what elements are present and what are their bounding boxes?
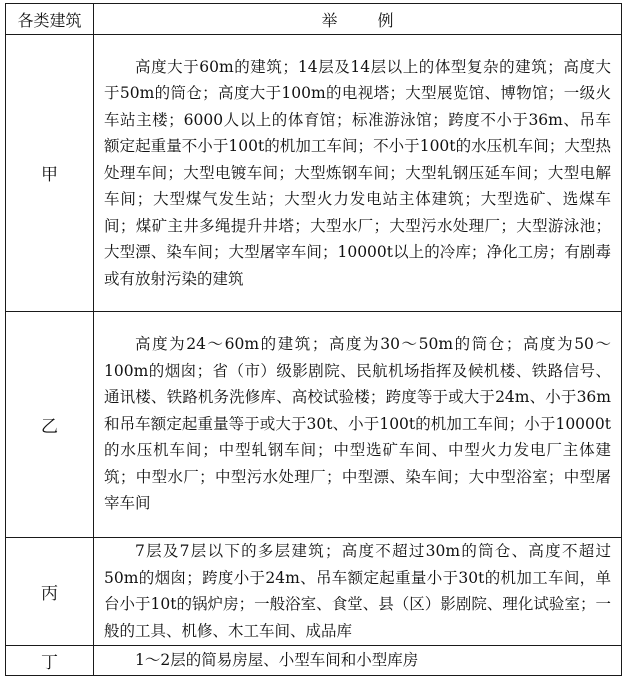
examples-cell: 高度为24～60m的建筑；高度为30～50m的筒仓；高度为50～100m的烟囱；省（市）级影剧院、民航机场指挥及候机楼、铁路信号、通讯楼、铁路机务洗修库、高校试验楼；跨度等于或大于24m、小于36m和吊车额定起重量等于或大于30t、小于100t的机加工车间；小于10000t的水压机车间；中型轧钢车间；中型选矿车间、中型火力发电厂主体建筑；中型水厂；中型污水处理厂；中型漂、染车间；大中型浴室；中型屠宰车间 [94,311,622,537]
building-category-table [5,3,622,676]
examples-cell: 1～2层的简易房屋、小型车间和小型库房 [94,645,622,675]
table-row [6,311,622,537]
table-header-row [6,4,622,35]
category-cell: 乙 [6,311,94,537]
category-cell: 丙 [6,537,94,645]
header-category: 各类建筑 [6,4,94,35]
table-row [6,537,622,645]
table-row [6,35,622,312]
table-row [6,645,622,675]
category-cell: 丁 [6,645,94,675]
category-cell: 甲 [6,35,94,312]
examples-cell: 7层及7层以下的多层建筑；高度不超过30m的筒仓、高度不超过50m的烟囱；跨度小于24m、吊车额定起重量小于30t的机加工车间，单台小于10t的锅炉房；一般浴室、食堂、县（区）影剧院、理化试验室；一般的工具、机修、木工车间、成品库 [94,537,622,645]
examples-cell: 高度大于60m的建筑；14层及14层以上的体型复杂的建筑；高度大于50m的筒仓；高度大于100m的电视塔；大型展览馆、博物馆；一级火车站主楼；6000人以上的体育馆；标准游泳馆；跨度不小于36m、吊车额定起重量不小于100t的机加工车间；不小于100t的水压机车间；大型热处理车间；大型电镀车间；大型炼钢车间；大型轧钢压延车间；大型电解车间；大型煤气发生站；大型火力发电站主体建筑；大型选矿、选煤车间；煤矿主井多绳提升井塔；大型水厂；大型污水处理厂；大型游泳池；大型漂、染车间；大型屠宰车间；10000t以上的冷库；净化工房；有剧毒或有放射污染的建筑 [94,35,622,312]
header-examples: 举例 [94,4,622,35]
